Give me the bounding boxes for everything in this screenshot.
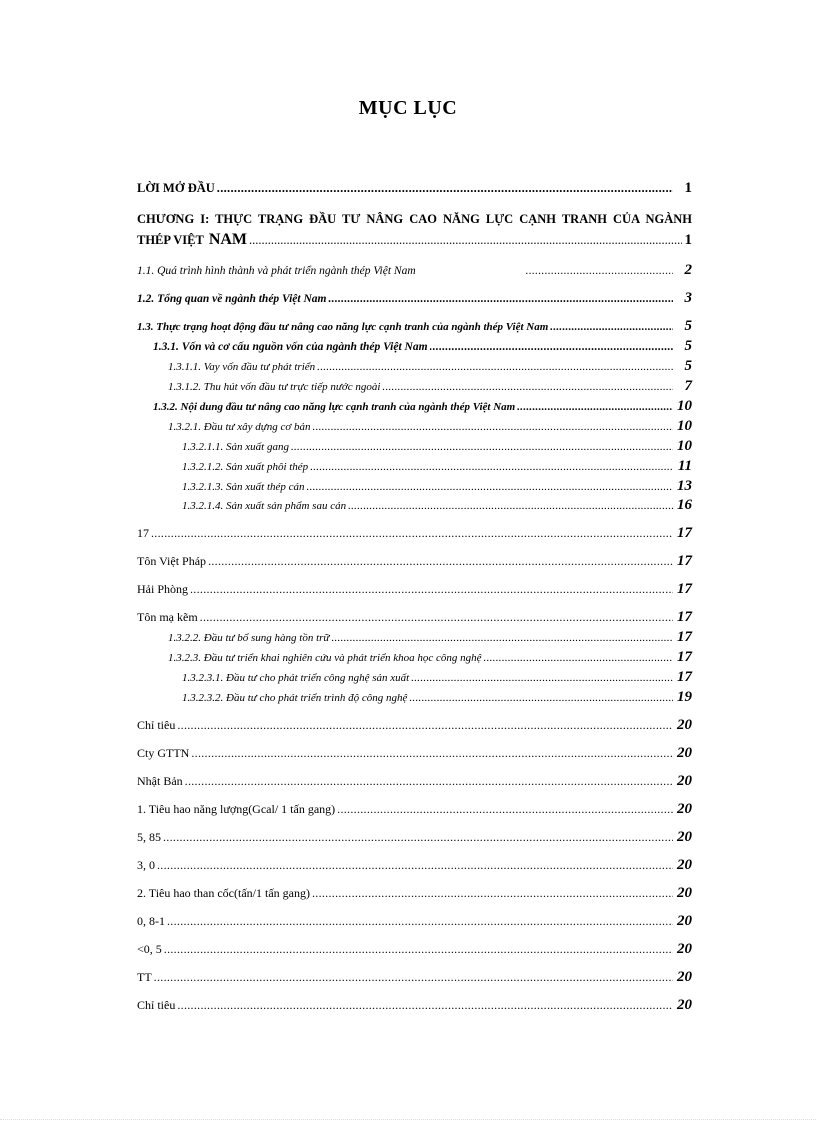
toc-page-number: 5 xyxy=(684,338,692,354)
toc-entry[interactable] xyxy=(137,318,692,335)
toc-entry-text: 1.3.2.1. Đầu tư xây dựng cơ bản xyxy=(168,421,311,433)
leader-dots xyxy=(409,692,673,704)
toc-entry-text: 1.3.2.1.4. Sản xuất sản phẩm sau cán xyxy=(182,500,347,512)
toc-entry[interactable] xyxy=(168,378,692,395)
toc-entry[interactable] xyxy=(182,669,692,686)
toc-entry[interactable] xyxy=(137,262,692,279)
toc-entry[interactable] xyxy=(137,609,692,626)
leader-dots xyxy=(190,582,673,597)
toc-entry[interactable] xyxy=(137,885,692,902)
leader-dots xyxy=(411,672,673,684)
leader-dots xyxy=(191,746,673,761)
toc-page-number: 17 xyxy=(677,525,692,541)
toc-entry[interactable] xyxy=(137,941,692,958)
toc-entry-text: 0, 8-1 xyxy=(137,914,165,928)
toc-page-number: 19 xyxy=(677,689,692,705)
toc-page-number: 17 xyxy=(677,669,692,685)
toc-page-number: 2 xyxy=(684,262,692,278)
toc-entry-text: 3, 0 xyxy=(137,858,155,872)
leader-dots xyxy=(550,321,673,333)
toc-entry-text: Tôn mạ kẽm xyxy=(137,610,198,624)
toc-entry-chapter1[interactable] xyxy=(137,212,692,249)
chapter1-line2-prefix: THÉP VIỆT xyxy=(137,233,204,247)
toc-page-number: 16 xyxy=(677,497,692,513)
toc-entry[interactable] xyxy=(137,745,692,762)
toc-entry[interactable] xyxy=(182,689,692,706)
toc-page-number: 20 xyxy=(677,829,692,845)
leader-dots xyxy=(185,774,673,789)
toc-page-number: 20 xyxy=(677,997,692,1013)
toc-entry[interactable] xyxy=(137,801,692,818)
toc-page-number: 13 xyxy=(677,478,692,494)
toc-entry[interactable] xyxy=(137,525,692,542)
leader-dots xyxy=(312,886,673,901)
toc-entry[interactable] xyxy=(153,338,692,355)
toc-entry[interactable] xyxy=(137,913,692,930)
leader-dots xyxy=(177,998,673,1013)
toc-entry-text: 1.3.1. Vốn và cơ cấu nguồn vốn của ngành thép Việt Nam xyxy=(153,341,428,353)
toc-entry-text: Chỉ tiêu xyxy=(137,998,176,1012)
toc-entry[interactable] xyxy=(137,969,692,986)
leader-dots xyxy=(382,381,673,393)
toc-page-number: 20 xyxy=(677,969,692,985)
leader-dots xyxy=(154,970,673,985)
leader-dots xyxy=(430,341,673,353)
toc-entry[interactable] xyxy=(137,829,692,846)
leader-dots xyxy=(163,830,673,845)
toc-entry-text: 1.3.2. Nội dung đầu tư nâng cao năng lực cạnh tranh của ngành thép Việt Nam xyxy=(153,401,516,413)
leader-dots xyxy=(526,265,673,277)
toc-page-number: 1 xyxy=(684,180,692,196)
leader-dots xyxy=(157,858,673,873)
toc-page-number: 20 xyxy=(677,857,692,873)
leader-dots xyxy=(164,942,673,957)
toc-page-number: 17 xyxy=(677,649,692,665)
toc-entry[interactable] xyxy=(182,458,692,475)
toc-entry-text: 1.3.2.1.3. Sản xuất thép cán xyxy=(182,481,305,493)
toc-entry-text: 1.3.2.3. Đầu tư triển khai nghiên cứu và phát triển khoa học công nghệ xyxy=(168,652,482,664)
leader-dots xyxy=(151,526,673,541)
toc-entry-text: Tôn Việt Pháp xyxy=(137,554,207,568)
leader-dots xyxy=(313,421,673,433)
leader-dots xyxy=(307,481,673,493)
leader-dots xyxy=(517,401,673,413)
leader-dots xyxy=(317,361,673,373)
toc-entry[interactable] xyxy=(182,497,692,514)
toc-entry-text: 17 xyxy=(137,526,149,540)
toc-entry[interactable] xyxy=(137,857,692,874)
toc-entry-text: 1.3.1.1. Vay vốn đầu tư phát triển xyxy=(168,361,316,373)
toc-page-number: 17 xyxy=(677,629,692,645)
toc-page-number: 11 xyxy=(677,458,692,474)
leader-dots xyxy=(217,181,673,196)
toc-entry-text: LỜI MỞ ĐẦU xyxy=(137,181,215,195)
toc-entry[interactable] xyxy=(137,581,692,598)
toc-page-number: 17 xyxy=(677,581,692,597)
leader-dots xyxy=(208,554,673,569)
toc-entry-text: <0, 5 xyxy=(137,942,162,956)
toc-page-number: 3 xyxy=(684,290,692,306)
toc-entry-text: 1.3.2.3.2. Đầu tư cho phát triển trình độ công nghệ xyxy=(182,692,408,704)
leader-dots xyxy=(167,914,673,929)
toc-entry-intro[interactable] xyxy=(137,180,692,197)
toc-entry[interactable] xyxy=(168,418,692,435)
toc-entry-text: 1.3.2.1.1. Sản xuất gang xyxy=(182,441,289,453)
toc-entry-text: 1.3.1.2. Thu hút vốn đầu tư trực tiếp nước ngoài xyxy=(168,381,381,393)
toc-page-number: 10 xyxy=(677,398,692,414)
toc-entry-text: 5, 85 xyxy=(137,830,161,844)
toc-page-number: 1 xyxy=(684,232,692,248)
toc-entry[interactable] xyxy=(137,553,692,570)
page-bottom-edge xyxy=(0,1119,816,1120)
toc-entry-text: Hải Phòng xyxy=(137,582,188,596)
toc-entry-text: Cty GTTN xyxy=(137,746,190,760)
toc-page-number: 5 xyxy=(684,318,692,334)
leader-dots xyxy=(328,293,673,305)
leader-dots xyxy=(484,652,673,664)
toc-page-number: 17 xyxy=(677,609,692,625)
toc-entry[interactable] xyxy=(137,290,692,307)
leader-dots xyxy=(177,718,673,733)
toc-entry[interactable] xyxy=(168,649,692,666)
toc-entry[interactable] xyxy=(137,773,692,790)
leader-dots xyxy=(249,233,681,248)
toc-entry[interactable] xyxy=(153,398,692,415)
toc-page-number: 20 xyxy=(677,941,692,957)
toc-page-number: 10 xyxy=(677,438,692,454)
leader-dots xyxy=(337,802,673,817)
leader-dots xyxy=(291,441,673,453)
toc-entry-text: 1.3. Thực trạng hoạt động đầu tư nâng cao năng lực cạnh tranh của ngành thép Việt Nam xyxy=(137,321,549,333)
toc-page-number: 5 xyxy=(684,358,692,374)
leader-dots xyxy=(310,461,673,473)
toc-page-number: 10 xyxy=(677,418,692,434)
toc-entry[interactable] xyxy=(168,629,692,646)
toc-page-number: 7 xyxy=(684,378,692,394)
toc-entry[interactable] xyxy=(137,997,692,1014)
toc-entry-text: 1.3.2.2. Đầu tư bổ sung hàng tồn trữ xyxy=(168,632,330,644)
toc-page-number: 20 xyxy=(677,801,692,817)
toc-page-number: 20 xyxy=(677,745,692,761)
toc-entry-text: Nhật Bản xyxy=(137,774,183,788)
toc-entry-text: TT xyxy=(137,970,152,984)
chapter1-line1: CHƯƠNG I: THỰC TRẠNG ĐẦU TƯ NÂNG CAO NĂNG LỰC CẠNH TRANH CỦA NGÀNH xyxy=(137,212,692,226)
page-title: MỤC LỤC xyxy=(358,97,458,119)
toc-entry-text: 1.2. Tổng quan về ngành thép Việt Nam xyxy=(137,293,327,305)
toc-page-number: 17 xyxy=(677,553,692,569)
toc-page-number: 20 xyxy=(677,773,692,789)
leader-dots xyxy=(348,500,673,512)
toc-entry-text: 1.3.2.1.2. Sản xuất phôi thép xyxy=(182,461,309,473)
toc-entry[interactable] xyxy=(182,438,692,455)
leader-dots xyxy=(331,632,673,644)
toc-entry[interactable] xyxy=(168,358,692,375)
toc-entry-text: 1.1. Quá trình hình thành và phát triển ngành thép Việt Nam xyxy=(137,265,416,277)
toc-entry[interactable] xyxy=(182,478,692,495)
chapter1-line2-big: NAM xyxy=(208,231,248,248)
toc-page-number: 20 xyxy=(677,913,692,929)
leader-dots xyxy=(200,610,673,625)
toc-page-number: 20 xyxy=(677,885,692,901)
toc-entry-text: 1. Tiêu hao năng lượng(Gcal/ 1 tấn gang) xyxy=(137,802,336,816)
toc-page-number: 20 xyxy=(677,717,692,733)
toc-entry-text: Chỉ tiêu xyxy=(137,718,176,732)
toc-entry-text: 2. Tiêu hao than cốc(tấn/1 tấn gang) xyxy=(137,886,310,900)
toc-entry[interactable] xyxy=(137,717,692,734)
toc-entry-text: 1.3.2.3.1. Đầu tư cho phát triển công nghệ sản xuất xyxy=(182,672,410,684)
